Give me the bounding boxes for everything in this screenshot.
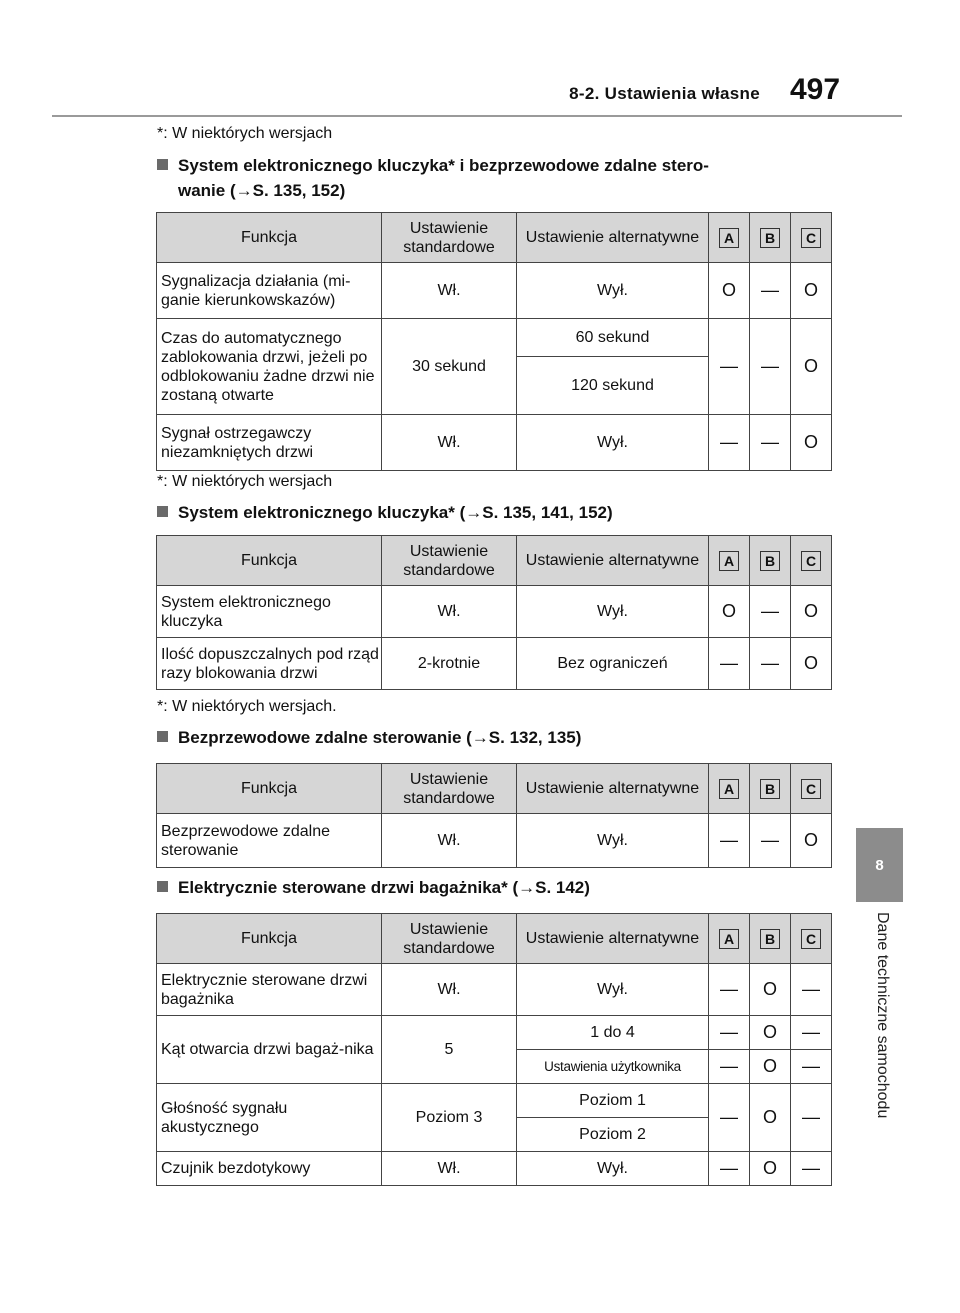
col-header-alternative: Ustawienie alternatywne: [517, 764, 709, 814]
col-header-default: Ustawienie standardowe: [382, 764, 517, 814]
col-header-b: [750, 764, 791, 814]
page-number: 497: [790, 73, 841, 106]
chapter-side-label: Dane techniczne samochodu: [874, 912, 891, 1119]
cell-mark-c: —: [791, 1050, 832, 1084]
col-label-b: B: [760, 779, 780, 799]
col-header-a: [709, 764, 750, 814]
cell-mark-c: O: [791, 415, 832, 471]
cell-mark-b: —: [750, 415, 791, 471]
footnote: *: W niektórych wersjach: [157, 125, 333, 142]
cell-mark-b: O: [750, 1016, 791, 1050]
table-row: [157, 415, 832, 471]
table-header-row: [157, 536, 832, 586]
section-title-text: System elektronicznego kluczyka* i bezprzewodowe zdalne stero-: [178, 156, 709, 175]
cell-mark-b: —: [750, 319, 791, 415]
square-bullet-icon: [157, 159, 168, 170]
cell-default: 30 sekund: [382, 319, 517, 415]
cell-default: Wł.: [382, 1152, 517, 1186]
col-header-c: [791, 536, 832, 586]
table-row: [157, 1084, 832, 1118]
cell-function: Bezprzewodowe zdalne sterowanie: [157, 814, 382, 868]
cell-default: Wł.: [382, 964, 517, 1016]
cell-mark-a: —: [709, 1016, 750, 1050]
col-header-alternative: Ustawienie alternatywne: [517, 213, 709, 263]
col-label-a: A: [719, 779, 739, 799]
cell-mark-b: O: [750, 1152, 791, 1186]
table-row: [157, 1152, 832, 1186]
col-header-b: [750, 536, 791, 586]
cell-alternative: Wył.: [517, 1152, 709, 1186]
square-bullet-icon: [157, 506, 168, 517]
col-header-default: Ustawienie standardowe: [382, 536, 517, 586]
cell-alternative: Poziom 1: [517, 1084, 709, 1118]
cell-alternative: Bez ograniczeń: [517, 638, 709, 690]
cell-mark-c: O: [791, 263, 832, 319]
cell-mark-c: —: [791, 1084, 832, 1152]
col-header-b: [750, 914, 791, 964]
table-row: [157, 964, 832, 1016]
cell-function: Sygnał ostrzegawczy niezamkniętych drzwi: [157, 415, 382, 471]
cell-default: Wł.: [382, 814, 517, 868]
cell-mark-a: —: [709, 415, 750, 471]
cell-function: Sygnalizacja działania (mi-ganie kierunkowskazów): [157, 263, 382, 319]
col-label-b: B: [760, 228, 780, 248]
table-row: [157, 814, 832, 868]
col-label-a: A: [719, 551, 739, 571]
table-row: [157, 319, 832, 357]
col-header-alternative: Ustawienie alternatywne: [517, 536, 709, 586]
cell-default: Poziom 3: [382, 1084, 517, 1152]
section-title-text: Elektrycznie sterowane drzwi bagażnika* (→S. 142): [178, 878, 590, 897]
settings-table: [156, 913, 832, 1186]
cell-alternative: Wył.: [517, 263, 709, 319]
col-header-c: [791, 213, 832, 263]
cell-mark-a: —: [709, 1084, 750, 1152]
settings-table: [156, 212, 832, 471]
cell-function: Głośność sygnału akustycznego: [157, 1084, 382, 1152]
col-header-b: [750, 213, 791, 263]
section-title: [157, 875, 837, 900]
cell-mark-a: O: [709, 263, 750, 319]
cell-default: Wł.: [382, 586, 517, 638]
cell-alternative: Wył.: [517, 964, 709, 1016]
col-header-a: [709, 536, 750, 586]
cell-mark-a: —: [709, 319, 750, 415]
section-title-text: Bezprzewodowe zdalne sterowanie (→S. 132, 135): [178, 728, 582, 747]
cell-default: 5: [382, 1016, 517, 1084]
running-header-title: 8-2. Ustawienia własne: [569, 84, 760, 103]
section-title-text: System elektronicznego kluczyka* (→S. 135, 141, 152): [178, 503, 613, 522]
table-header-row: [157, 764, 832, 814]
col-header-a: [709, 914, 750, 964]
settings-table: [156, 763, 832, 868]
cell-mark-b: —: [750, 263, 791, 319]
col-header-default: Ustawienie standardowe: [382, 914, 517, 964]
cell-alternative: 1 do 4: [517, 1016, 709, 1050]
cell-mark-c: O: [791, 586, 832, 638]
table-row: [157, 586, 832, 638]
cell-alternative: 120 sekund: [517, 357, 709, 415]
cell-mark-a: —: [709, 1050, 750, 1084]
cell-alternative: Wył.: [517, 814, 709, 868]
cell-alternative: 60 sekund: [517, 319, 709, 357]
cell-mark-b: O: [750, 1084, 791, 1152]
table-header-row: [157, 914, 832, 964]
col-header-default: Ustawienie standardowe: [382, 213, 517, 263]
table-header-row: [157, 213, 832, 263]
cell-mark-a: —: [709, 1152, 750, 1186]
col-header-function: Funkcja: [157, 213, 382, 263]
cell-alternative: Poziom 2: [517, 1118, 709, 1152]
col-header-function: Funkcja: [157, 914, 382, 964]
table-row: [157, 263, 832, 319]
col-header-function: Funkcja: [157, 764, 382, 814]
cell-alternative: Ustawienia użytkownika: [517, 1050, 709, 1084]
settings-table: [156, 535, 832, 690]
square-bullet-icon: [157, 881, 168, 892]
cell-alternative: Wył.: [517, 415, 709, 471]
col-header-function: Funkcja: [157, 536, 382, 586]
section-title: [157, 725, 837, 750]
cell-mark-b: O: [750, 964, 791, 1016]
col-label-a: A: [719, 929, 739, 949]
footnote: *: W niektórych wersjach.: [157, 698, 337, 715]
col-header-c: [791, 764, 832, 814]
section-title-text: wanie (→S. 135, 152): [178, 181, 346, 200]
col-label-c: C: [801, 929, 821, 949]
col-label-c: C: [801, 228, 821, 248]
cell-alternative: Wył.: [517, 586, 709, 638]
table-row: [157, 638, 832, 690]
cell-default: Wł.: [382, 263, 517, 319]
cell-mark-a: —: [709, 638, 750, 690]
col-header-c: [791, 914, 832, 964]
header-divider: [52, 115, 902, 117]
col-label-b: B: [760, 929, 780, 949]
cell-mark-b: —: [750, 814, 791, 868]
cell-function: System elektronicznego kluczyka: [157, 586, 382, 638]
cell-mark-a: —: [709, 814, 750, 868]
cell-function: Czujnik bezdotykowy: [157, 1152, 382, 1186]
cell-mark-c: —: [791, 1152, 832, 1186]
cell-mark-b: —: [750, 586, 791, 638]
square-bullet-icon: [157, 731, 168, 742]
cell-mark-c: O: [791, 319, 832, 415]
cell-mark-c: —: [791, 1016, 832, 1050]
cell-function: Kąt otwarcia drzwi bagaż-nika: [157, 1016, 382, 1084]
col-header-alternative: Ustawienie alternatywne: [517, 914, 709, 964]
cell-default: 2-krotnie: [382, 638, 517, 690]
cell-mark-a: —: [709, 964, 750, 1016]
col-header-a: [709, 213, 750, 263]
cell-mark-c: —: [791, 964, 832, 1016]
section-title: [157, 500, 837, 525]
cell-mark-b: —: [750, 638, 791, 690]
section-title: [157, 153, 837, 203]
cell-function: Czas do automatycznego zablokowania drzwi, jeżeli po odblokowaniu żadne drzwi nie zostaną otwarte: [157, 319, 382, 415]
cell-function: Elektrycznie sterowane drzwi bagażnika: [157, 964, 382, 1016]
cell-mark-a: O: [709, 586, 750, 638]
cell-mark-c: O: [791, 814, 832, 868]
cell-default: Wł.: [382, 415, 517, 471]
table-row: [157, 1016, 832, 1050]
col-label-c: C: [801, 551, 821, 571]
cell-mark-c: O: [791, 638, 832, 690]
chapter-tab: 8: [856, 828, 903, 902]
cell-mark-b: O: [750, 1050, 791, 1084]
col-label-b: B: [760, 551, 780, 571]
col-label-c: C: [801, 779, 821, 799]
cell-function: Ilość dopuszczalnych pod rząd razy blokowania drzwi: [157, 638, 382, 690]
col-label-a: A: [719, 228, 739, 248]
footnote: *: W niektórych wersjach: [157, 473, 333, 490]
